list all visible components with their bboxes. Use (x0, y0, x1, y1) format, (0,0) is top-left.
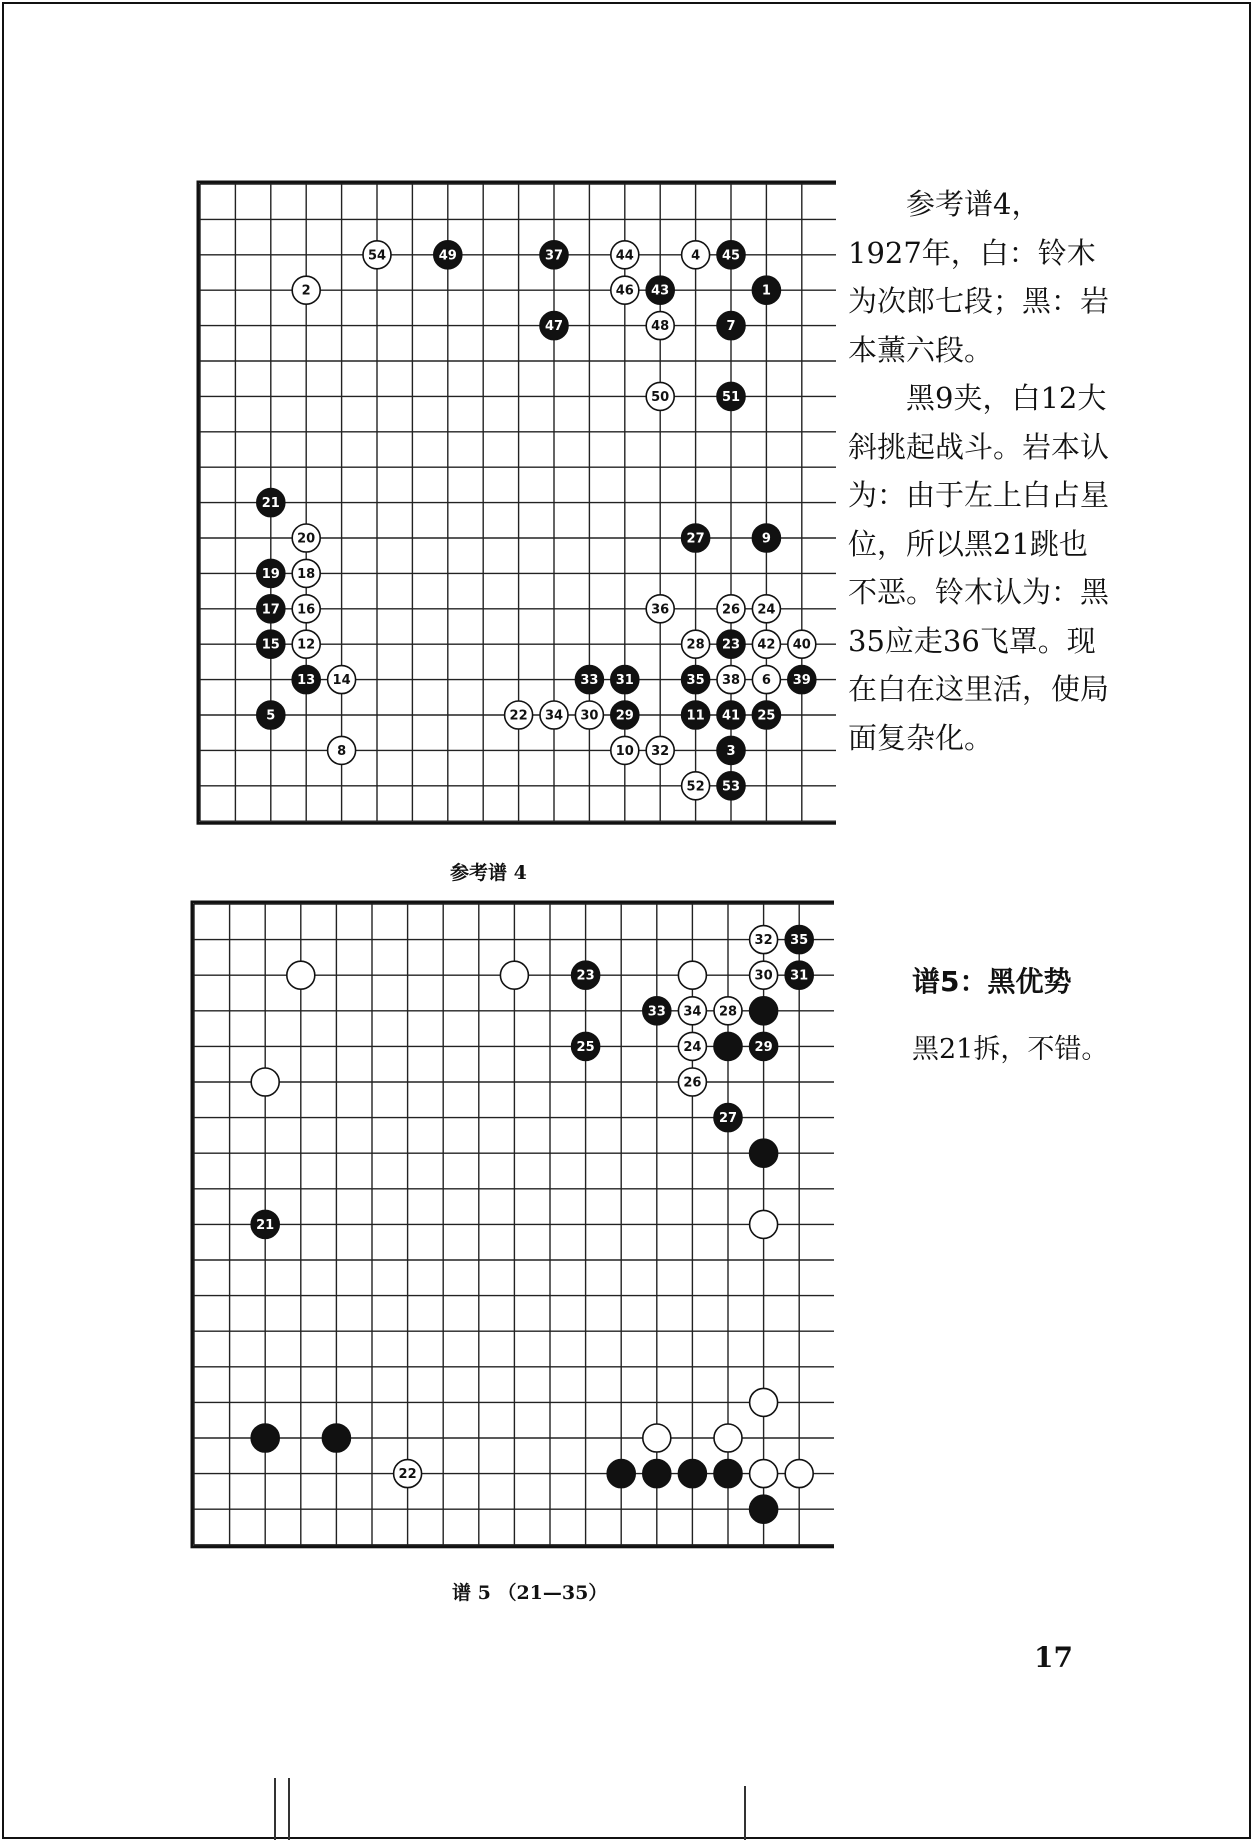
diagram2-stone-white-26 (678, 1068, 706, 1096)
diagram2-stone-black-31 (785, 961, 813, 989)
diagram1-stone-black-37 (540, 241, 568, 269)
stone-number: 54 (367, 248, 387, 264)
stone-number: 51 (721, 389, 741, 405)
diagram2-stone-white (678, 961, 706, 989)
stone-number: 20 (297, 531, 316, 547)
commentary-paragraph-2: 黑9夹，白12大斜挑起战斗。岩本认为：由于左上白占星位，所以黑21跳也不恶。铃木认为：黑35应走36飞罩。现在白在这里活，使局面复杂化。 (848, 381, 1110, 755)
diagram1-stone-white-12 (292, 630, 320, 658)
diagram1-stone-black-43 (646, 276, 674, 304)
diagram2-stone-black (607, 1460, 635, 1488)
diagram1-stone-black-3 (717, 736, 745, 764)
stone-circle (643, 1424, 671, 1452)
stone-circle (251, 1424, 279, 1452)
binding-mark (288, 1778, 290, 1840)
stone-number: 11 (686, 708, 705, 724)
stone-number: 35 (686, 673, 705, 689)
stone-number: 41 (721, 708, 741, 724)
stone-number: 37 (544, 248, 564, 264)
diagram2-stone-black (714, 1032, 742, 1060)
diagram2-stone-white (714, 1424, 742, 1452)
stone-number: 25 (576, 1039, 595, 1055)
stone-number: 28 (686, 637, 705, 653)
stone-number: 4 (691, 248, 701, 264)
stone-number: 32 (754, 933, 773, 949)
stone-number: 27 (686, 531, 705, 547)
diagram1-stone-black-1 (752, 276, 780, 304)
stone-number: 6 (761, 673, 771, 689)
diagram1-stone-black-39 (788, 666, 816, 694)
diagram2-stone-white (643, 1424, 671, 1452)
stone-number: 24 (757, 602, 776, 618)
stone-number: 3 (726, 743, 736, 759)
stone-number: 23 (721, 637, 741, 653)
diagram1-stone-black-7 (717, 312, 745, 340)
stone-number: 46 (615, 283, 634, 299)
stone-number: 35 (790, 933, 809, 949)
go-diagram-5 (190, 900, 834, 1554)
stone-number: 40 (792, 637, 811, 653)
stone-number: 28 (718, 1004, 738, 1020)
diagram1-stone-white-50 (646, 382, 674, 410)
stone-number: 9 (761, 531, 771, 547)
diagram1-stone-black-47 (540, 312, 568, 340)
diagram1-stone-white-36 (646, 595, 674, 623)
diagram1-stone-black-11 (682, 701, 710, 729)
stone-number: 26 (721, 602, 741, 618)
diagram1-stone-white-30 (575, 701, 603, 729)
diagram1-stone-white-8 (328, 736, 356, 764)
diagram-5-comment: 黑21拆，不错。 (912, 1034, 1109, 1065)
stone-number: 19 (261, 566, 280, 582)
commentary-text (848, 180, 1110, 762)
stone-number: 34 (683, 1004, 702, 1020)
diagram2-stone-black (322, 1424, 350, 1452)
stone-number: 31 (790, 968, 809, 984)
stone-number: 36 (651, 602, 670, 618)
diagram2-stone-white (500, 961, 528, 989)
diagram1-stone-white-18 (292, 559, 320, 587)
diagram2-stone-black-25 (572, 1032, 600, 1060)
diagram1-stone-black-13 (292, 666, 320, 694)
stone-number: 12 (297, 637, 316, 653)
stone-number: 16 (297, 602, 316, 618)
diagram2-stone-white (750, 1210, 778, 1238)
stone-number: 45 (721, 248, 741, 264)
diagram2-stone-black (714, 1460, 742, 1488)
go-board-1 (196, 180, 836, 832)
diagram2-stone-white (785, 1460, 813, 1488)
stone-number: 18 (297, 566, 316, 582)
stone-number: 8 (337, 743, 347, 759)
diagram1-stone-white-44 (611, 241, 639, 269)
stone-number: 38 (721, 673, 741, 689)
diagram1-stone-white-20 (292, 524, 320, 552)
diagram1-stone-white-14 (328, 666, 356, 694)
diagram2-stone-black-23 (572, 961, 600, 989)
go-board-2 (190, 900, 834, 1554)
diagram1-stone-black-27 (682, 524, 710, 552)
diagram2-stone-black-21 (251, 1210, 279, 1238)
stone-circle (714, 1424, 742, 1452)
diagram1-stone-white-22 (505, 701, 533, 729)
diagram1-stone-white-26 (717, 595, 745, 623)
diagram1-stone-white-38 (717, 666, 745, 694)
diagram1-stone-black-35 (682, 666, 710, 694)
stone-circle (643, 1460, 671, 1488)
go-diagram-reference-4 (196, 180, 836, 832)
stone-number: 7 (726, 319, 736, 335)
stone-number: 33 (647, 1004, 666, 1020)
stone-number: 13 (297, 673, 316, 689)
stone-circle (287, 961, 315, 989)
diagram2-stone-black (678, 1460, 706, 1488)
diagram1-stone-black-17 (257, 595, 285, 623)
diagram1-stone-black-53 (717, 772, 745, 800)
diagram1-stone-white-40 (788, 630, 816, 658)
diagram2-stone-white (750, 1388, 778, 1416)
stone-number: 1 (761, 283, 771, 299)
diagram1-stone-white-2 (292, 276, 320, 304)
stone-circle (678, 1460, 706, 1488)
diagram2-stone-white (251, 1068, 279, 1096)
diagram2-stone-black-35 (785, 926, 813, 954)
diagram-1-caption: 参考谱 4 (450, 862, 527, 884)
diagram1-stone-white-52 (682, 772, 710, 800)
stone-circle (750, 1210, 778, 1238)
diagram1-stone-white-28 (682, 630, 710, 658)
stone-number: 42 (757, 637, 776, 653)
stone-number: 48 (651, 319, 670, 335)
stone-number: 14 (332, 673, 351, 689)
stone-number: 32 (651, 743, 670, 759)
stone-circle (322, 1424, 350, 1452)
diagram1-stone-white-46 (611, 276, 639, 304)
stone-number: 21 (261, 496, 280, 512)
diagram2-stone-white-24 (678, 1032, 706, 1060)
stone-number: 49 (438, 248, 457, 264)
diagram2-stone-white (750, 1460, 778, 1488)
stone-circle (251, 1068, 279, 1096)
diagram1-stone-black-23 (717, 630, 745, 658)
stone-number: 53 (721, 779, 741, 795)
diagram-2-caption: 谱 5 （21—35） (452, 1582, 608, 1604)
diagram1-stone-black-19 (257, 559, 285, 587)
stone-circle (607, 1460, 635, 1488)
diagram1-stone-white-32 (646, 736, 674, 764)
diagram2-stone-white-28 (714, 997, 742, 1025)
commentary-paragraph-1: 参考谱4，1927年，白：铃木为次郎七段；黑：岩本薰六段。 (848, 187, 1110, 367)
stone-number: 33 (580, 673, 599, 689)
stone-number: 25 (757, 708, 776, 724)
stone-circle (750, 1388, 778, 1416)
diagram1-stone-black-15 (257, 630, 285, 658)
diagram1-stone-white-16 (292, 595, 320, 623)
diagram2-stone-black (643, 1460, 671, 1488)
diagram1-stone-black-51 (717, 382, 745, 410)
stone-number: 30 (754, 968, 773, 984)
stone-number: 27 (718, 1111, 738, 1127)
diagram1-stone-white-48 (646, 312, 674, 340)
diagram1-stone-black-25 (752, 701, 780, 729)
diagram2-stone-white-32 (750, 926, 778, 954)
diagram2-stone-black (750, 997, 778, 1025)
diagram1-stone-white-42 (752, 630, 780, 658)
stone-number: 29 (615, 708, 634, 724)
diagram2-stone-black-27 (714, 1104, 742, 1132)
stone-number: 34 (544, 708, 564, 724)
stone-number: 26 (683, 1075, 702, 1091)
stone-number: 39 (792, 673, 811, 689)
diagram1-stone-white-10 (611, 736, 639, 764)
stone-number: 22 (509, 708, 528, 724)
binding-mark (274, 1778, 276, 1840)
diagram2-stone-black-29 (750, 1032, 778, 1060)
stone-circle (750, 1139, 778, 1167)
stone-number: 30 (580, 708, 599, 724)
diagram1-stone-white-4 (682, 241, 710, 269)
stone-number: 29 (754, 1039, 773, 1055)
diagram2-stone-black (750, 1139, 778, 1167)
stone-number: 21 (256, 1217, 275, 1233)
stone-circle (750, 1460, 778, 1488)
stone-number: 17 (261, 602, 280, 618)
stone-circle (714, 1460, 742, 1488)
stone-number: 31 (615, 673, 634, 689)
binding-mark (744, 1786, 746, 1840)
diagram-5-title: 谱5：黑优势 (912, 965, 1072, 998)
diagram1-stone-black-49 (434, 241, 462, 269)
diagram1-stone-black-33 (575, 666, 603, 694)
page-number: 17 (1034, 1641, 1073, 1674)
stone-circle (678, 961, 706, 989)
stone-number: 23 (576, 968, 595, 984)
diagram1-stone-black-45 (717, 241, 745, 269)
stone-circle (500, 961, 528, 989)
stone-number: 5 (266, 708, 276, 724)
stone-number: 22 (398, 1467, 417, 1483)
diagram1-stone-white-34 (540, 701, 568, 729)
diagram2-stone-white-30 (750, 961, 778, 989)
stone-number: 10 (615, 743, 634, 759)
stone-number: 15 (261, 637, 280, 653)
diagram2-stone-black-33 (643, 997, 671, 1025)
stone-number: 43 (651, 283, 670, 299)
stone-number: 47 (544, 319, 564, 335)
diagram1-stone-black-41 (717, 701, 745, 729)
diagram2-stone-black (750, 1495, 778, 1523)
diagram1-stone-white-24 (752, 595, 780, 623)
diagram1-stone-black-9 (752, 524, 780, 552)
stone-circle (750, 1495, 778, 1523)
diagram1-stone-black-21 (257, 489, 285, 517)
diagram1-stone-black-31 (611, 666, 639, 694)
stone-circle (785, 1460, 813, 1488)
stone-number: 52 (686, 779, 705, 795)
stone-number: 24 (683, 1039, 702, 1055)
stone-circle (750, 997, 778, 1025)
diagram1-stone-white-6 (752, 666, 780, 694)
diagram2-stone-white-22 (394, 1460, 422, 1488)
stone-number: 50 (651, 389, 670, 405)
stone-number: 2 (301, 283, 311, 299)
stone-number: 44 (615, 248, 634, 264)
diagram1-stone-black-5 (257, 701, 285, 729)
diagram2-stone-black (251, 1424, 279, 1452)
diagram2-stone-white (287, 961, 315, 989)
stone-circle (714, 1032, 742, 1060)
diagram1-stone-white-54 (363, 241, 391, 269)
diagram1-stone-black-29 (611, 701, 639, 729)
diagram2-stone-white-34 (678, 997, 706, 1025)
